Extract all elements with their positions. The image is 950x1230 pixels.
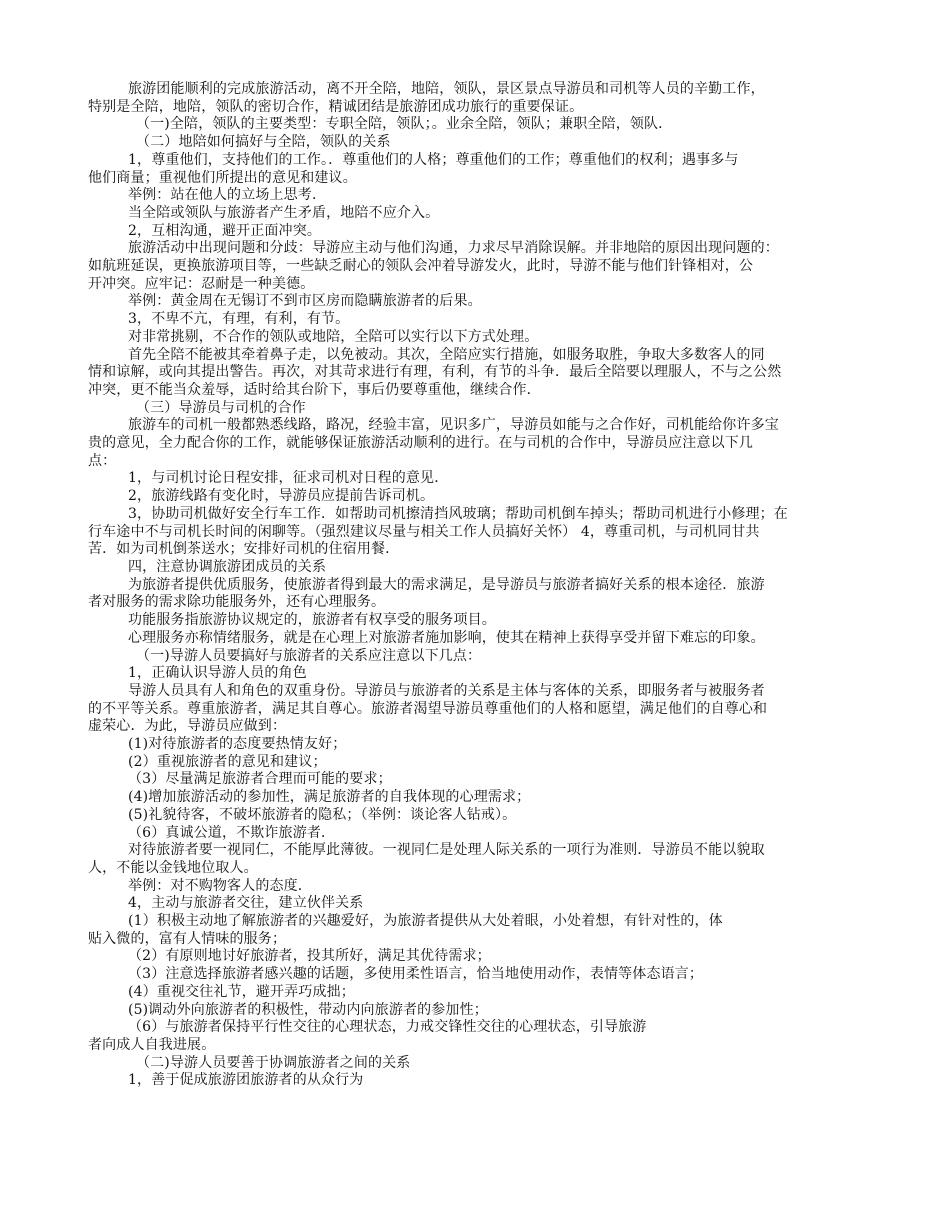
paragraph-line: 4，主动与旅游者交往，建立伙伴关系 <box>128 895 364 912</box>
paragraph-line: 冲突，更不能当众羞辱，适时给其台阶下，事后仍要尊重他，继续合作． <box>88 381 541 398</box>
paragraph-line: 1，与司机讨论日程安排，征求司机对日程的意见． <box>128 470 449 487</box>
paragraph-line: 贴入微的，富有人情味的服务； <box>88 930 287 947</box>
paragraph-line: （3）注意选择旅游者感兴趣的话题，多使用柔性语言，恰当地使用动作，表情等体态语言； <box>128 966 704 983</box>
paragraph-line: （二）地陪如何搞好与全陪，领队的关系 <box>136 134 391 151</box>
paragraph-line: 点： <box>88 452 117 469</box>
paragraph-line: 举例：站在他人的立场上思考． <box>128 187 327 204</box>
paragraph-line: (4）重视交往礼节，避开弄巧成拙； <box>128 983 355 1000</box>
paragraph-line: 人，不能以金钱地位取人。 <box>88 859 258 876</box>
paragraph-line: 1，善于促成旅游团旅游者的从众行为 <box>128 1072 364 1089</box>
paragraph-line: 的不平等关系。尊重旅游者，满足其自尊心。旅游者渴望导游员尊重他们的人格和愿望，满足他们的自尊心和 <box>88 700 768 717</box>
paragraph-line: 他们商量；重视他们所提出的意见和建议。 <box>88 169 357 186</box>
paragraph-line: 2，旅游线路有变化时，导游员应提前告诉司机。 <box>128 488 435 505</box>
paragraph-line: 2，互相沟通，避开正面冲突。 <box>128 222 322 239</box>
paragraph-line: 特别是全陪，地陪，领队的密切合作，精诚团结是旅游团成功旅行的重要保证。 <box>88 98 584 115</box>
paragraph-line: （3）尽量满足旅游者合理而可能的要求； <box>128 771 392 788</box>
paragraph-line: 1，正确认识导游人员的角色 <box>128 665 307 682</box>
paragraph-line: 旅游团能顺利的完成旅游活动，离不开全陪，地陪，领队，景区景点导游员和司机等人员的辛勤工作， <box>128 81 765 97</box>
paragraph-line: 对待旅游者要一视同仁，不能厚此薄彼。一视同仁是处理人际关系的一项行为准则．导游员不能以貌取 <box>128 842 765 859</box>
paragraph-line: （一)全陪，领队的主要类型：专职全陪，领队；。业余全陪，领队；兼职全陪，领队． <box>136 116 673 133</box>
paragraph-line: 者向成人自我进展。 <box>88 1036 216 1053</box>
paragraph-line: (5)调动外向旅游者的积极性，带动内向旅游者的参加性； <box>128 1001 488 1018</box>
paragraph-line: (1）积极主动地了解旅游者的兴趣爱好，为旅游者提供从大处着眼，小处着想，有针对性的，体 <box>128 913 723 930</box>
paragraph-line: 行车途中不与司机长时间的闲聊等。（强烈建议尽量与相关工作人员搞好关怀） 4，尊重司机，与司机同甘共 <box>88 523 760 540</box>
paragraph-line: 者对服务的需求除功能服务外，还有心理服务。 <box>88 594 386 611</box>
paragraph-line: 导游人员具有人和角色的双重身份。导游员与旅游者的关系是主体与客体的关系，即服务者与被服务者 <box>128 682 765 699</box>
paragraph-line: 1，尊重他们，支持他们的工作。．尊重他们的人格；尊重他们的工作；尊重他们的权利；遇事多与 <box>128 151 739 168</box>
paragraph-line: 为旅游者提供优质服务，使旅游者得到最大的需求满足，是导游员与旅游者搞好关系的根本途径．旅游 <box>128 576 765 593</box>
paragraph-line: （6）与旅游者保持平行性交往的心理状态，力戒交锋性交往的心理状态，引导旅游 <box>128 1019 647 1036</box>
document-body <box>88 81 878 1090</box>
paragraph-line: 旅游活动中出现问题和分歧：导游应主动与他们沟通，力求尽早消除误解。并非地陪的原因出现问题的： <box>128 240 779 257</box>
paragraph-line: 对非常挑剔，不合作的领队或地陪，全陪可以实行以下方式处理。 <box>128 328 539 345</box>
paragraph-line: （6）真诚公道，不欺诈旅游者． <box>128 824 336 841</box>
paragraph-line: 举例：对不购物客人的态度． <box>128 877 312 894</box>
paragraph-line: 3，协助司机做好安全行车工作．如帮助司机擦清挡风玻璃；帮助司机倒车掉头；帮助司机进行小修理；在 <box>128 505 788 522</box>
paragraph-line: （一)导游人员要搞好与旅游者的关系应注意以下几点： <box>136 647 482 664</box>
paragraph-line: 首先全陪不能被其牵着鼻子走，以免被动。其次，全陪应实行措施，如服务取胜，争取大多数客人的同 <box>128 346 765 363</box>
paragraph-line: 旅游车的司机一般都熟悉线路，路况，经验丰富，见识多广，导游员如能与之合作好，司机能给你许多宝 <box>128 417 779 434</box>
paragraph-line: 贵的意见，全力配合你的工作，就能够保证旅游活动顺利的进行。在与司机的合作中，导游员应注意以下几 <box>88 435 754 452</box>
paragraph-line: (2）重视旅游者的意见和建议； <box>128 753 327 770</box>
paragraph-line: 心理服务亦称情绪服务，就是在心理上对旅游者施加影响，使其在精神上获得享受并留下难忘的印象。 <box>128 629 765 646</box>
paragraph-line: 功能服务指旅游协议规定的，旅游者有权享受的服务项目。 <box>128 612 496 629</box>
paragraph-line: （三）导游员与司机的合作 <box>136 399 306 416</box>
paragraph-line: 虚荣心．为此，导游员应做到： <box>88 718 287 735</box>
paragraph-line: 四，注意协调旅游团成员的关系 <box>128 558 327 575</box>
paragraph-line: （二)导游人员要善于协调旅游者之间的关系 <box>136 1054 411 1071</box>
paragraph-line: 苦．如为司机倒茶送水；安排好司机的住宿用餐． <box>88 541 400 558</box>
paragraph-line: (1)对待旅游者的态度要热情友好； <box>128 736 347 753</box>
paragraph-line: 如航班延误，更换旅游项目等，一些缺乏耐心的领队会冲着导游发火，此时，导游不能与他们针锋相对，公 <box>88 258 754 275</box>
paragraph-line: (4)增加旅游活动的参加性，满足旅游者的自我体现的心理需求； <box>128 789 531 806</box>
paragraph-line: (5)礼貌待客，不破坏旅游者的隐私；（举例：谈论客人钻戒）。 <box>128 806 517 823</box>
paragraph-line: 当全陪或领队与旅游者产生矛盾，地陪不应介入。 <box>128 204 440 221</box>
paragraph-line: （2）有原则地讨好旅游者，投其所好，满足其优待需求； <box>128 948 491 965</box>
paragraph-line: 情和谅解，或向其提出警告。再次，对其苛求进行有理，有利，有节的斗争．最后全陪要以理服人，不与之公然 <box>88 364 782 381</box>
paragraph-line: 开冲突。应牢记：忍耐是一种美德。 <box>88 275 315 292</box>
paragraph-line: 举例：黄金周在无锡订不到市区房而隐瞒旅游者的后果。 <box>128 293 482 310</box>
paragraph-line: 3，不卑不亢，有理，有利，有节。 <box>128 311 350 328</box>
